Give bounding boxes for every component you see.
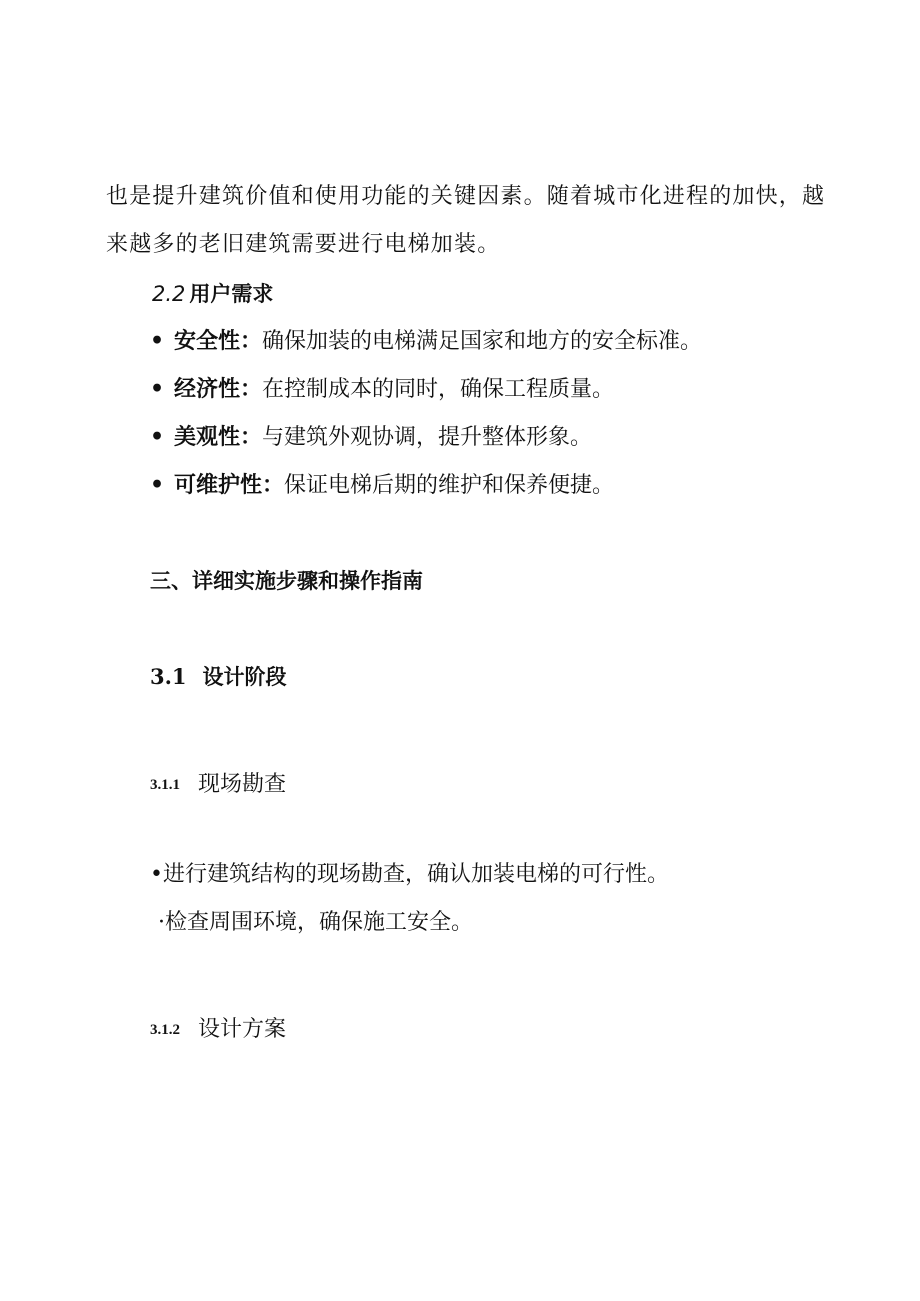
section-3-1-2-title: 设计方案 <box>198 1017 287 1042</box>
section-3-1-1-title: 现场勘查 <box>198 772 287 797</box>
list-item-term: 安全性： <box>174 329 263 354</box>
list-item-text: 确保加装的电梯满足国家和地方的安全标准。 <box>262 329 703 354</box>
list-item-text: 在控制成本的同时，确保工程质量。 <box>262 377 615 402</box>
section-2-2-title: 用户需求 <box>189 282 274 306</box>
list-item <box>150 422 592 453</box>
list-item-text: 与建筑外观协调，提升整体形象。 <box>262 425 593 450</box>
bullet-icon: • <box>150 328 165 354</box>
survey-line-2: ·检查周围环境，确保施工安全。 <box>158 910 473 935</box>
section-3-1-title: 设计阶段 <box>202 665 287 689</box>
section-2-2-number: 2.2 <box>152 282 186 306</box>
paragraph-line-1: 也是提升建筑价值和使用功能的关键因素。随着城市化进程的加快，越 <box>106 184 826 209</box>
section-3-title: 三、详细实施步骤和操作指南 <box>150 569 423 593</box>
section-3-1-2-heading <box>150 1015 286 1045</box>
bullet-icon: • <box>150 424 165 450</box>
list-item-term: 经济性： <box>174 377 263 402</box>
list-item-term: 美观性： <box>174 425 263 450</box>
section-3-1-2-number: 3.1.2 <box>150 1022 180 1038</box>
section-3-1-1-number: 3.1.1 <box>150 777 180 793</box>
paragraph-line-2: 来越多的老旧建筑需要进行电梯加装。 <box>106 232 501 257</box>
section-2-2-heading <box>152 279 273 309</box>
bullet-icon: • <box>150 376 165 402</box>
section-3-1-heading <box>150 662 287 692</box>
list-item <box>150 470 614 501</box>
list-item <box>150 326 702 357</box>
section-3-1-number: 3.1 <box>150 664 187 689</box>
list-item-term: 可维护性： <box>174 473 285 498</box>
bullet-icon: • <box>150 472 165 498</box>
survey-line-1: •进行建筑结构的现场勘查，确认加装电梯的可行性。 <box>150 862 669 887</box>
list-item <box>150 374 614 405</box>
section-3-1-1-heading <box>150 770 286 800</box>
list-item-text: 保证电梯后期的维护和保养便捷。 <box>284 473 615 498</box>
